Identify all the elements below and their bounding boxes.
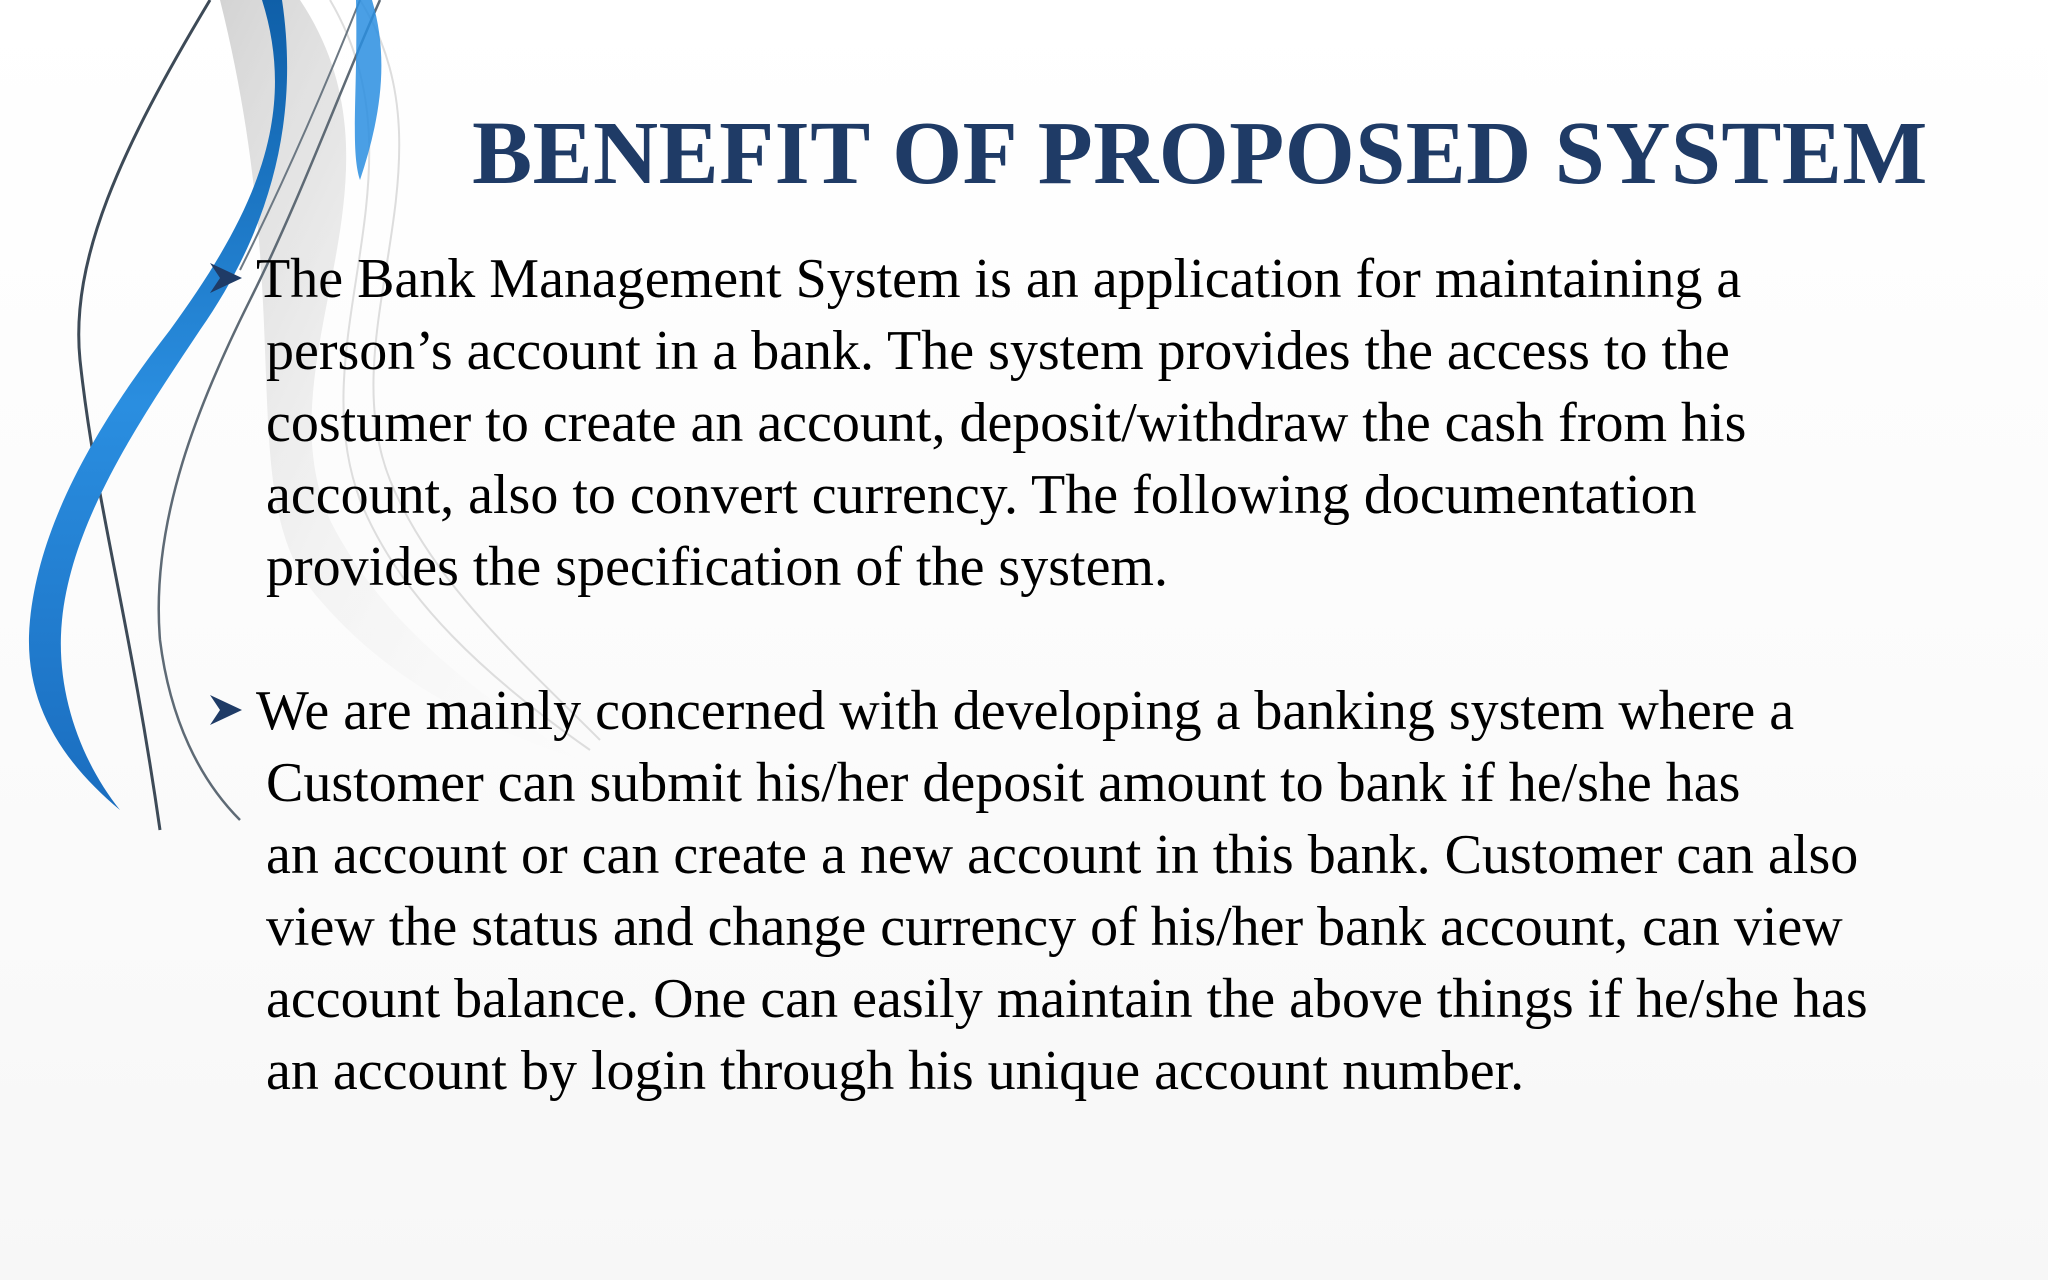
bullet-line: an account by login through his unique account number.: [266, 1040, 1525, 1102]
bullet-line: an account or can create a new account in this bank. Customer can also: [266, 824, 1859, 886]
bullet-line: account balance. One can easily maintain the above things if he/she has: [266, 968, 1868, 1030]
bullet-line: costumer to create an account, deposit/withdraw the cash from his: [266, 392, 1747, 454]
arrow-bullet-icon: [208, 691, 246, 729]
arrow-bullet-icon: [208, 259, 246, 297]
bullet-line: person’s account in a bank. The system provides the access to the: [266, 320, 1730, 382]
bullet-item: [208, 675, 1988, 1107]
bullet-line: view the status and change currency of his/her bank account, can view: [266, 896, 1843, 958]
bullet-item: [208, 243, 1988, 603]
slide-title: BENEFIT OF PROPOSED SYSTEM: [472, 104, 1928, 203]
bullet-line: Customer can submit his/her deposit amount to bank if he/she has: [266, 752, 1741, 814]
bullet-line: provides the specification of the system.: [266, 536, 1168, 598]
bullet-line: account, also to convert currency. The following documentation: [266, 464, 1697, 526]
bullet-line: We are mainly concerned with developing a banking system where a: [256, 680, 1795, 742]
bullet-list: [208, 243, 1988, 1107]
bullet-line: The Bank Management System is an application for maintaining a: [256, 248, 1742, 310]
